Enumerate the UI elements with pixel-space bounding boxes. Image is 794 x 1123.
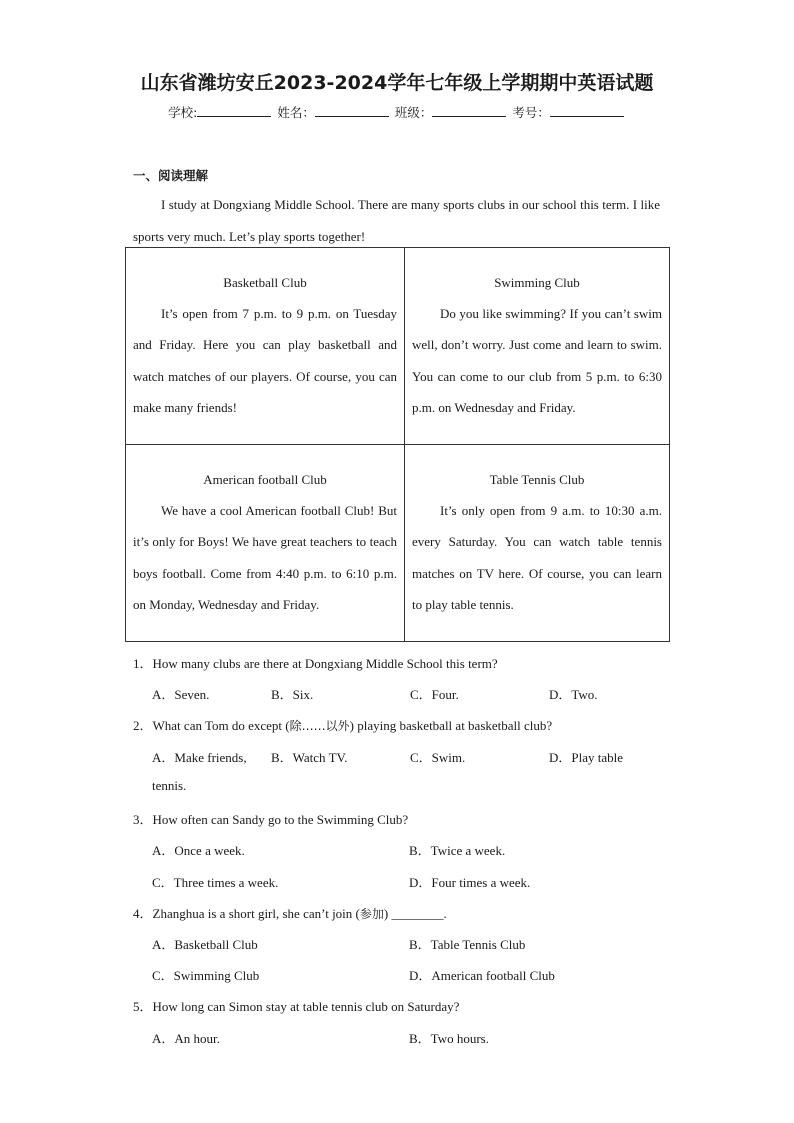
table-cell	[405, 445, 670, 642]
option-3c[interactable]: C．Three times a week.	[152, 875, 279, 890]
club-name: American football Club	[203, 471, 327, 487]
club-name: Swimming Club	[494, 274, 580, 290]
question-text: What can Tom do except (	[152, 718, 290, 733]
page-title: 山东省潍坊安丘2023-2024学年七年级上学期期中英语试题	[140, 72, 654, 94]
question-text: How many clubs are there at Dongxiang Middle School this term?	[152, 656, 498, 671]
question-number: 2．	[133, 718, 153, 733]
table-cell	[405, 248, 670, 445]
club-name: Basketball Club	[223, 274, 307, 290]
option-2d-wrap: tennis.	[152, 778, 187, 793]
question-text: Zhanghua is a short girl, she can’t join (	[152, 906, 360, 921]
clubs-table	[125, 247, 670, 642]
table-row	[126, 445, 670, 642]
option-1c[interactable]: C．Four.	[410, 687, 459, 702]
section-title: 一、阅读理解	[133, 168, 209, 183]
school-blank	[197, 104, 271, 117]
option-1a[interactable]: A．Seven.	[152, 687, 210, 702]
option-2d[interactable]: D．Play table	[549, 750, 624, 765]
class-label: 班级：	[394, 105, 433, 120]
option-2a[interactable]: A．Make friends,	[152, 750, 247, 765]
club-description: We have a cool American football Club! But it’s only for Boys! We have great teachers to teach boys football. Come from 4:40 p.m. to 6:10 p.m. on Monday, Wednesday and Friday.	[133, 503, 397, 612]
option-3b[interactable]: B．Twice a week.	[409, 843, 506, 858]
option-4b[interactable]: B．Table Tennis Club	[409, 937, 526, 952]
question-4	[133, 903, 447, 922]
name-blank	[315, 104, 389, 117]
question-number: 1．	[133, 656, 153, 671]
option-4d[interactable]: D．American football Club	[409, 968, 555, 983]
question-1	[133, 653, 498, 672]
option-5b[interactable]: B．Two hours.	[409, 1031, 489, 1046]
question-text-chinese: 除……以外	[289, 719, 350, 733]
question-text-chinese: 参加	[359, 907, 384, 921]
club-description: It’s open from 7 p.m. to 9 p.m. on Tuesday and Friday. Here you can play basketball and watch matches of our players. Of course, you can make many friends!	[133, 306, 397, 415]
question-2	[133, 715, 552, 734]
option-1b[interactable]: B．Six.	[271, 687, 314, 702]
student-info-line	[0, 103, 794, 121]
question-text: ) playing basketball at basketball club?	[349, 718, 553, 733]
number-blank	[550, 104, 624, 117]
table-row	[126, 248, 670, 445]
option-5a[interactable]: A．An hour.	[152, 1031, 220, 1046]
option-3d[interactable]: D．Four times a week.	[409, 875, 531, 890]
number-label: 考号：	[512, 105, 550, 120]
question-3	[133, 809, 408, 828]
option-1d[interactable]: D．Two.	[549, 687, 598, 702]
question-text: ) ________.	[383, 906, 447, 921]
club-description: Do you like swimming? If you can’t swim well, don’t worry. Just come and learn to swim. You can come to our club from 5 p.m. to 6:30 p.m. on Wednesday and Friday.	[412, 306, 662, 415]
option-2b[interactable]: B．Watch TV.	[271, 750, 348, 765]
question-number: 4．	[133, 906, 153, 921]
question-text: How often can Sandy go to the Swimming Club?	[152, 812, 409, 827]
question-number: 5．	[133, 999, 153, 1014]
table-cell	[126, 445, 405, 642]
question-5	[133, 996, 459, 1015]
school-label: 学校:	[168, 105, 198, 120]
club-description: It’s only open from 9 a.m. to 10:30 a.m. every Saturday. You can watch table tennis matches on TV here. Of course, you can learn to play table tennis.	[412, 503, 662, 612]
question-number: 3．	[133, 812, 153, 827]
option-2c[interactable]: C．Swim.	[410, 750, 466, 765]
club-name: Table Tennis Club	[489, 471, 585, 487]
intro-paragraph: I study at Dongxiang Middle School. There are many sports clubs in our school this term. I like sports very much. Let’s play sports together!	[133, 197, 660, 244]
option-3a[interactable]: A．Once a week.	[152, 843, 245, 858]
class-blank	[432, 104, 506, 117]
option-4a[interactable]: A．Basketball Club	[152, 937, 258, 952]
question-text: How long can Simon stay at table tennis club on Saturday?	[152, 999, 460, 1014]
option-4c[interactable]: C．Swimming Club	[152, 968, 260, 983]
name-label: 姓名：	[277, 105, 315, 120]
table-cell	[126, 248, 405, 445]
